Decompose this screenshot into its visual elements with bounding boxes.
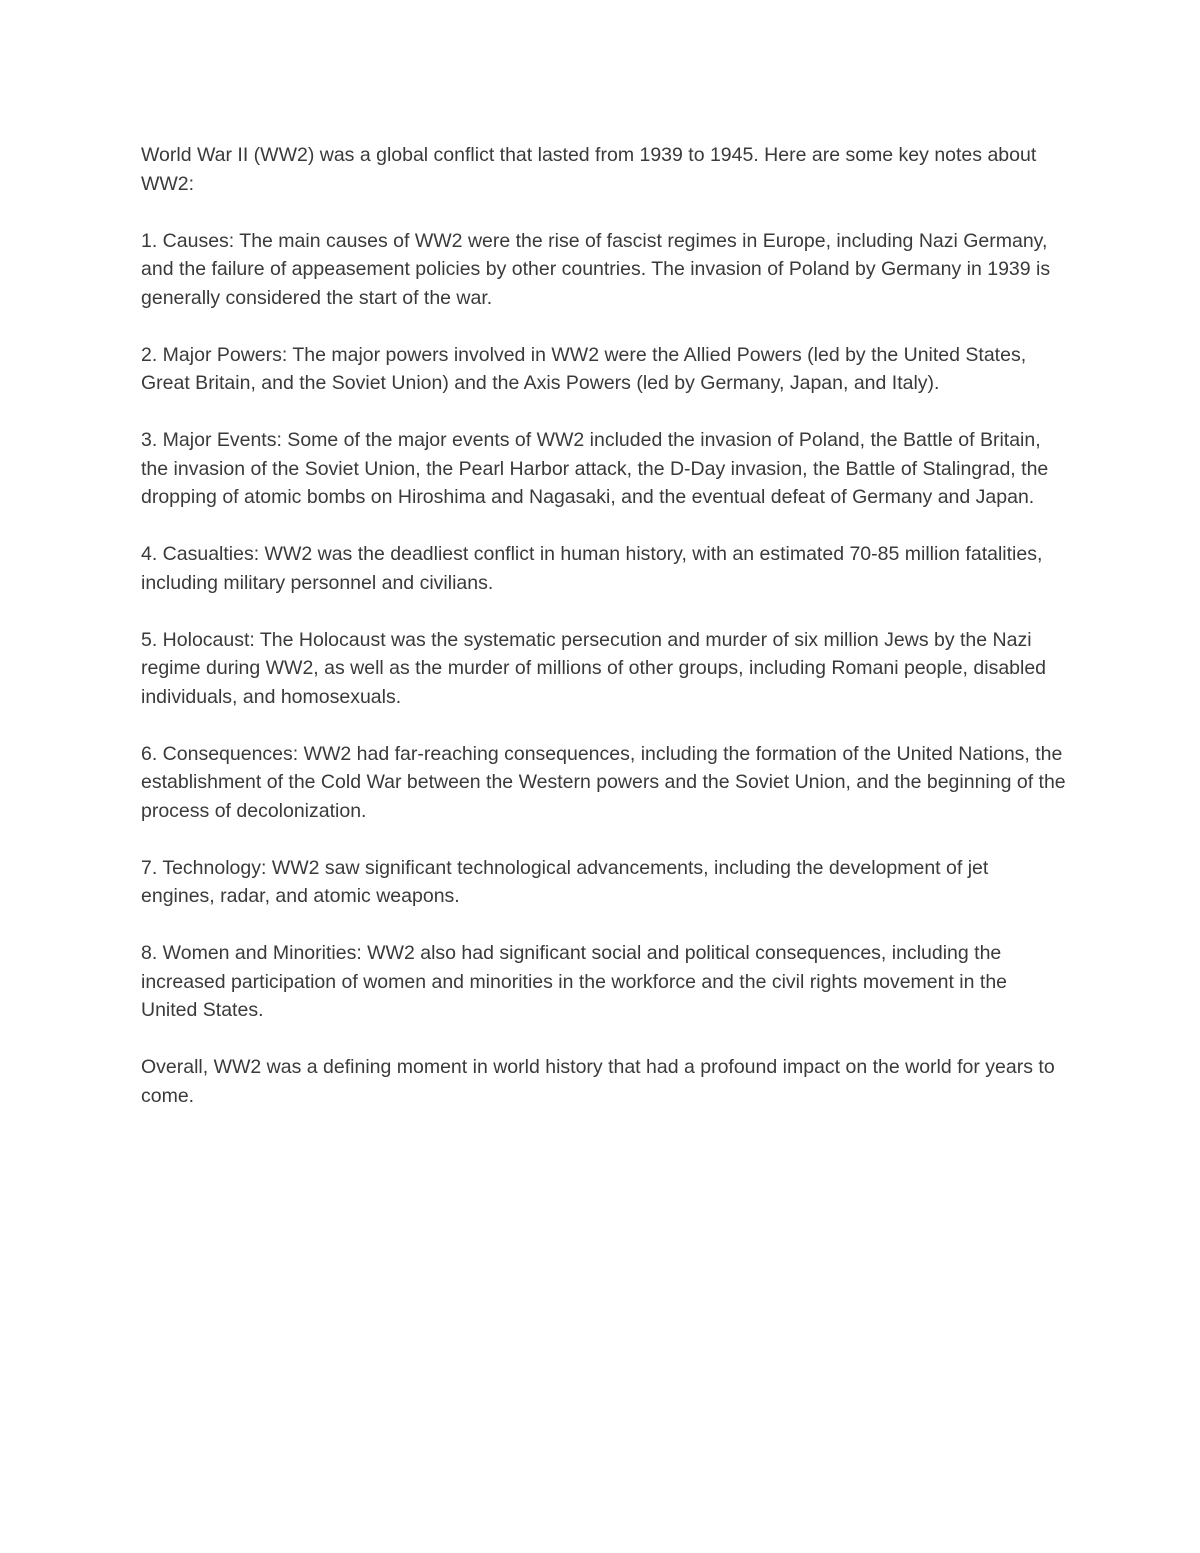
casualties-paragraph: 4. Casualties: WW2 was the deadliest conflict in human history, with an estimated 70-85 million fatalities, including military personnel and civilians. [141,543,1043,594]
intro-paragraph: World War II (WW2) was a global conflict that lasted from 1939 to 1945. Here are some key notes about WW2: [141,144,1037,195]
major-events-paragraph: 3. Major Events: Some of the major events of WW2 included the invasion of Poland, the Battle of Britain, the invasion of the Soviet Union, the Pearl Harbor attack, the D-Day invasion, the Battle of Stalingrad, the dropping of atomic bombs on Hiroshima and Nagasaki, and the eventual defeat of Germany and Japan. [141,429,1049,508]
conclusion-paragraph: Overall, WW2 was a defining moment in world history that had a profound impact on the world for years to come. [141,1056,1055,1107]
holocaust-paragraph: 5. Holocaust: The Holocaust was the systematic persecution and murder of six million Jews by the Nazi regime during WW2, as well as the murder of millions of other groups, including Romani people, disabled individuals, and homosexuals. [141,628,1047,708]
women-minorities-paragraph: 8. Women and Minorities: WW2 also had significant social and political consequences, including the increased participation of women and minorities in the workforce and the civil rights movement in the United States. [141,942,1008,1021]
major-powers-paragraph: 2. Major Powers: The major powers involved in WW2 were the Allied Powers (led by the United States, Great Britain, and the Soviet Union) and the Axis Powers (led by Germany, Japan, and Italy). [141,343,1027,394]
technology-paragraph: 7. Technology: WW2 saw significant technological advancements, including the development of jet engines, radar, and atomic weapons. [141,856,989,907]
causes-paragraph: 1. Causes: The main causes of WW2 were the rise of fascist regimes in Europe, including Nazi Germany, and the failure of appeasement policies by other countries. The invasion of Poland by Germany in 1939 is generally considered the start of the war. [141,229,1051,309]
document-body [141,141,1066,1139]
consequences-paragraph: 6. Consequences: WW2 had far-reaching consequences, including the formation of the United Nations, the establishment of the Cold War between the Western powers and the Soviet Union, and the beginning of the process of decolonization. [141,742,1066,822]
